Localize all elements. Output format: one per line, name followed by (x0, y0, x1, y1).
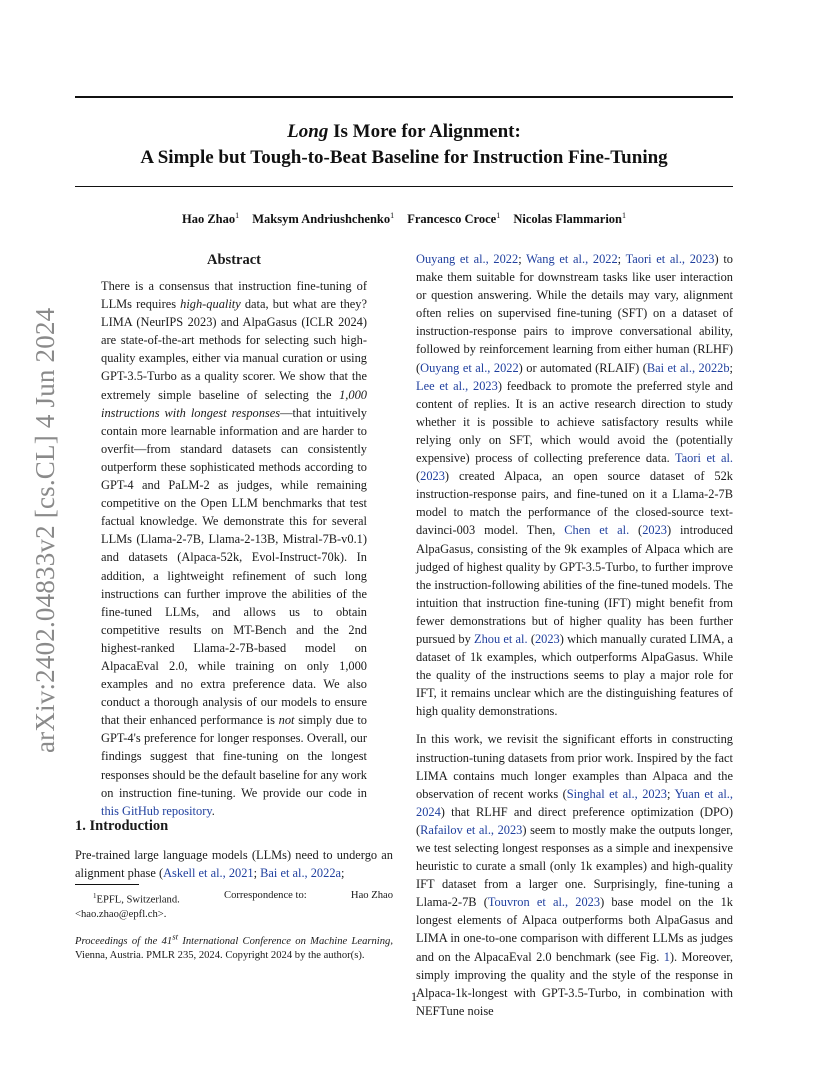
page-number: 1 (410, 990, 418, 1004)
citation-link[interactable]: Chen et al. (564, 523, 630, 538)
arxiv-identifier: arXiv:2402.04833v2 [cs.CL] 4 Jun 2024 (30, 307, 60, 753)
footnote-rule (75, 884, 139, 885)
citation-link[interactable]: Lee et al., 2023 (416, 378, 498, 393)
intro-paragraph: Pre-trained large language models (LLMs) need to undergo an alignment phase (Askell et al., 2021; Bai et al., 2022a; (75, 848, 393, 881)
citation-link[interactable]: Rafailov et al., 2023 (420, 822, 523, 837)
citation-link[interactable]: Wang et al., 2022 (526, 252, 618, 266)
author: Maksym Andriushchenko$^1$ (252, 211, 395, 227)
citation-link[interactable]: Ouyang et al., 2022 (416, 252, 519, 266)
body-paragraph: Ouyang et al., 2022; Wang et al., 2022; Taori et al., 2023) to make them suitable for downstream tasks like user interaction or question answering. While the details may vary, alignment often relies on supervised fine-tuning (SFT) on a dataset of instruction-response pairs to improve conversational ability, followed by reinforcement learning from either human (RLHF) (Ouyang et al., 2022) or automated (RLAIF) (Bai et al., 2022b; Lee et al., 2023) feedback to promote the preferred style and content of replies. It is an active research direction to study whether it is possible to achieve satisfactory results while relying only on SFT, which would avoid the (potentially expensive) process of collecting preference data. Taori et al. (2023) created Alpaca, an open source dataset of 52k instruction-response pairs, and fine-tuned on it a Llama-2-7B model to match the performance of the closed-source text-davinci-003 model. Then, Chen et al. (2023) introduced AlpaGasus, consisting of the 9k examples of Alpaca which are judged of highest quality by GPT-3.5-Turbo, to further improve the instruction-following abilities of the fine-tuned models. The intuition that instruction fine-tuning (IFT) might benefit from fewer demonstrations but of higher quality has been further pursued by Zhou et al. (2023) which manually curated LIMA, a dataset of 1k examples, which outperforms AlpaGasus. While the quality of the instructions seems to play a major role for IFT, it remains unclear which are the distinguishing features of high quality demonstrations. (416, 252, 733, 719)
citation-link[interactable]: Yuan et al., 2024 (416, 786, 733, 819)
body-paragraph: In this work, we revisit the significant efforts in constructing instruction-tuning datasets from prior work. Inspired by the fact LIMA contains much longer examples than Alpaca and the observation of recent works (Singhal et al., 2023; Yuan et al., 2024) that RLHF and direct preference optimization (DPO) (Rafailov et al., 2023) seem to mostly make the outputs longer, we test selecting longest responses as a simple and inexpensive heuristic to curate a small (only 1k examples) and high-quality IFT dataset from a larger one. Surprisingly, fine-tuning a Llama-2-7B (Touvron et al., 2023) base model on the 1k longest elements of Alpaca outperforms both AlpaGasus and LIMA in one-to-one comparison with different LLMs as judges and on the AlpacaEval 2.0 benchmark (see Fig. 1). Moreover, simply improving the quality and the style of the response in Alpaca-1k-longest with GPT-3.5-Turbo, in combination with NEFTune noise (416, 732, 734, 1018)
citation-link[interactable]: 2023 (534, 631, 560, 646)
citation-link[interactable]: Touvron et al., 2023 (487, 895, 601, 910)
abstract-heading: Abstract (207, 252, 261, 268)
github-repository-link[interactable]: this GitHub repository (101, 803, 212, 818)
title-italic: Long (287, 121, 329, 142)
citation-link[interactable]: Ouyang et al., 2022 (420, 360, 519, 375)
citation-link[interactable]: Zhou et al. (474, 631, 528, 646)
correspondence-email: <hao.zhao@epfl.ch>. (75, 909, 167, 921)
paper-title-line1 (75, 119, 733, 145)
citation-link[interactable]: Taori et al. (674, 451, 733, 466)
paper-title-line2: A Simple but Tough-to-Beat Baseline for Instruction Fine-Tuning (140, 147, 668, 168)
title-rule-bottom (75, 186, 733, 187)
citation-link[interactable]: Taori et al., 2023 (625, 252, 715, 266)
section-heading-introduction: 1. Introduction (75, 818, 169, 834)
author-list (75, 211, 733, 227)
proceedings-note: Proceedings of the 41st International Conference on Machine Learning, Vienna, Austria. PMLR 235, 2024. Copyright 2024 by the author(s). (75, 931, 393, 962)
citation-link[interactable]: Bai et al., 2022a (260, 866, 342, 881)
title-rule-top (75, 96, 733, 98)
affiliation-footnote: $^1$EPFL, Switzerland. Correspondence to: Hao Zhao <hao.zhao@epfl.ch>. (75, 889, 393, 923)
left-column (75, 250, 393, 820)
figure-reference-link[interactable]: 1 (663, 949, 670, 964)
citation-link[interactable]: Askell et al., 2021 (163, 866, 254, 881)
author: Hao Zhao$^1$ (181, 211, 240, 227)
citation-link[interactable]: 2023 (642, 523, 667, 538)
title-line1-rest: Is More for Alignment: (328, 121, 521, 142)
author: Francesco Croce$^1$ (407, 211, 501, 227)
citation-link[interactable]: 2023 (420, 469, 445, 484)
author: Nicolas Flammarion$^1$ (513, 211, 627, 227)
citation-link[interactable]: Bai et al., 2022b (646, 360, 730, 375)
right-column (416, 250, 733, 1020)
abstract-text: There is a consensus that instruction fine-tuning of LLMs requires high-quality data, but what are they? LIMA (NeurIPS 2023) and AlpaGasus (ICLR 2024) are state-of-the-art methods for selecting such high-quality examples, either via manual curation or using GPT-3.5-Turbo as a quality scorer. We show that the extremely simple baseline of selecting the 1,000 instructions with longest responses—that intuitively contain more learnable information and are harder to overfit—from standard datasets can consistently outperform these sophisticated methods according to GPT-4 and PaLM-2 as judges, while remaining competitive on the Open LLM benchmarks that test factual knowledge. We demonstrate this for several LLMs (Llama-2-7B, Llama-2-13B, Mistral-7B-v0.1) and datasets (Alpaca-52k, Evol-Instruct-70k). In addition, a lightweight refinement of such long instructions can further improve the abilities of the fine-tuned LLMs, and allows us to obtain competitive results on MT-Bench and the 2nd highest-ranked Llama-2-7B-based model on AlpacaEval 2.0, while training on only 1,000 examples and no extra preference data. We also conduct a thorough analysis of our models to ensure that their enhanced performance is not simply due to GPT-4's preference for longer responses. Overall, our findings suggest that fine-tuning on the longest responses should be the default baseline for any work on instruction fine-tuning. We provide our code in this GitHub repository. (101, 279, 367, 818)
citation-link[interactable]: Singhal et al., 2023 (566, 786, 667, 801)
